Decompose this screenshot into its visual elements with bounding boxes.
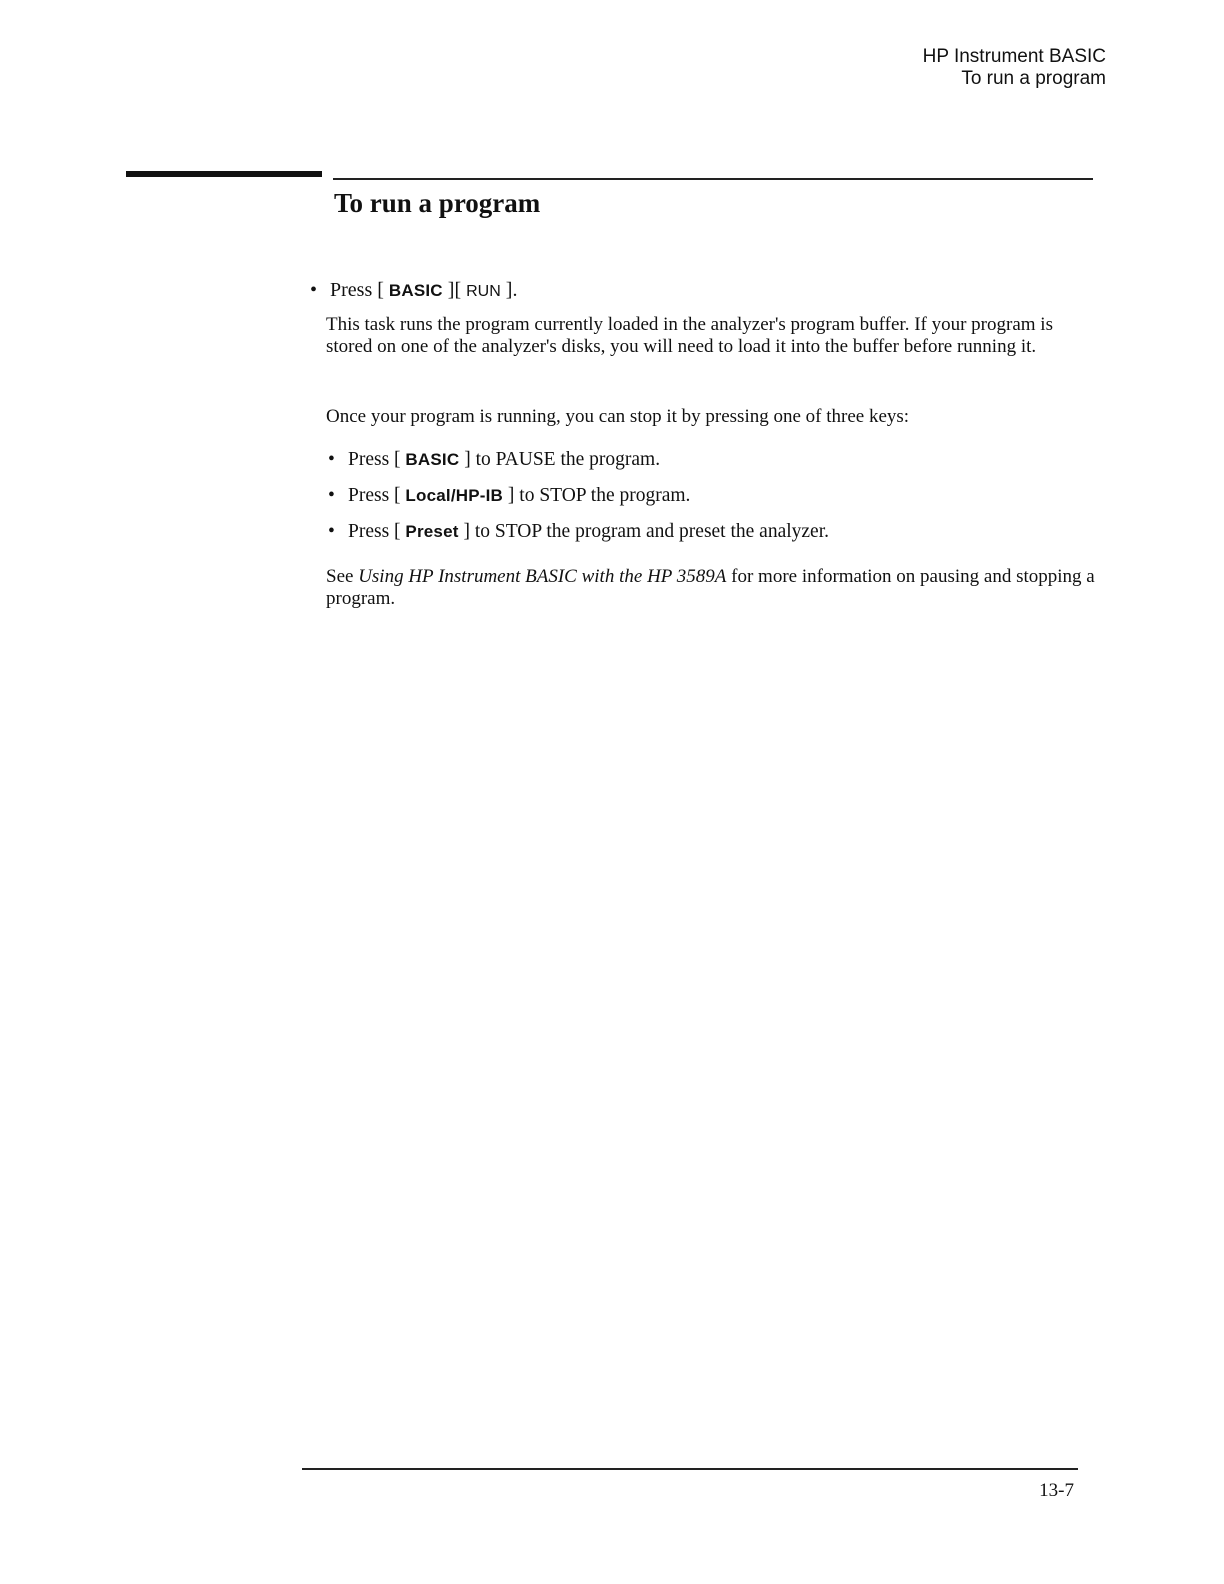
list-item <box>328 519 829 555</box>
list-item <box>328 483 829 519</box>
list-item-suffix: ] to PAUSE the program. <box>459 449 661 470</box>
step-bullet: • <box>310 279 318 301</box>
list-item-suffix: ] to STOP the program. <box>503 485 691 506</box>
section-rule-thin <box>333 178 1093 180</box>
list-bullet: • <box>328 485 335 506</box>
list-item-prefix: Press [ <box>348 521 406 542</box>
stop-key-list <box>328 447 829 555</box>
step-suffix: ]. <box>500 279 518 301</box>
step-between: ][ <box>442 279 467 301</box>
hardkey-local-hpib: Local/HP-IB <box>405 486 504 505</box>
list-bullet: • <box>328 521 335 542</box>
reference-title-part-2: with the <box>576 566 648 587</box>
list-item-prefix: Press [ <box>348 449 406 470</box>
step-prefix: Press [ <box>330 279 389 301</box>
running-header <box>923 46 1106 90</box>
footer-rule <box>302 1468 1078 1470</box>
page-number: 13-7 <box>1039 1480 1074 1501</box>
reference-title-part-1: Using HP Instrument BASIC <box>358 566 577 587</box>
list-item-prefix: Press [ <box>348 485 406 506</box>
main-step <box>310 276 517 306</box>
list-item-suffix: ] to STOP the program and preset the analyzer. <box>458 521 830 542</box>
see-also-paragraph <box>326 566 1096 610</box>
hardkey-basic: BASIC <box>388 281 443 300</box>
softkey-run: RUN <box>466 283 501 300</box>
running-header-section: To run a program <box>961 68 1106 89</box>
list-item <box>328 447 829 483</box>
running-header-chapter: HP Instrument BASIC <box>922 46 1106 67</box>
hardkey-preset: Preset <box>405 522 459 541</box>
see-also-before: See <box>326 566 359 587</box>
section-rule-thick <box>126 171 322 177</box>
reference-title-part-3: HP 3589A <box>647 566 727 587</box>
see-also-after: for more information on pausing and stopping a program. <box>326 566 1095 609</box>
stop-intro: Once your program is running, you can stop it by pressing one of three keys: <box>326 406 910 427</box>
section-title: To run a program <box>334 188 541 218</box>
hardkey-basic: BASIC <box>405 450 460 469</box>
list-bullet: • <box>328 449 335 470</box>
task-description: This task runs the program currently loaded in the analyzer's program buffer. If your program is stored on one of the analyzer's disks, you will need to load it into the buffer before running it. <box>326 314 1053 357</box>
